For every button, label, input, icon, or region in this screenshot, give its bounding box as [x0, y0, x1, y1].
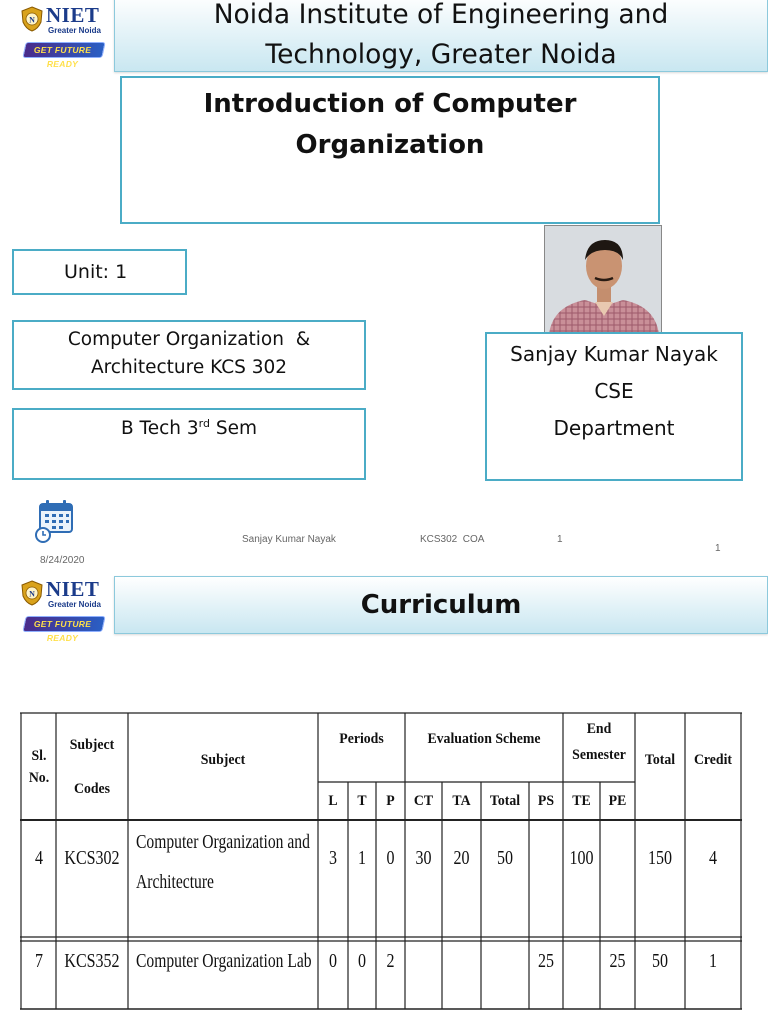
logo-niet-text: NIET [46, 577, 100, 601]
logo-tagline-text: GET FUTURE READY [33, 619, 92, 643]
footer-author: Sanjay Kumar Nayak [242, 534, 336, 545]
row1-TA: 20 [453, 846, 470, 869]
institute-title-banner [114, 0, 768, 72]
svg-text:N: N [29, 589, 35, 599]
row2-subject [136, 942, 315, 980]
row1-PE [604, 832, 632, 884]
header-subject-codes-line1: Subject [69, 737, 115, 753]
row1-subject-line2: Architecture [136, 871, 214, 893]
header-T: T [357, 792, 367, 809]
row1-CT: 30 [415, 846, 432, 869]
header-PS: PS [537, 792, 555, 809]
curriculum-title-banner [114, 576, 768, 634]
curriculum-table [20, 712, 742, 1010]
course-title-line1: Introduction of Computer [203, 89, 577, 119]
course-title-line2: Organization [295, 130, 485, 160]
header-sl-no-line2: No. [28, 770, 50, 786]
unit-label: Unit: 1 [64, 261, 128, 283]
row1-total: 150 [648, 846, 672, 869]
institute-title-line1: Noida Institute of Engineering and [213, 0, 669, 30]
row2-PE: 25 [609, 949, 626, 972]
header-subject-codes [59, 720, 125, 814]
program-suffix: Sem [209, 418, 257, 439]
header-end-semester [566, 714, 632, 770]
header-TA: TA [452, 792, 471, 809]
row1-subject [136, 822, 315, 904]
calendar-icon [34, 500, 76, 544]
row1-TE: 100 [569, 846, 594, 869]
footer-page-number: 1 [715, 543, 721, 554]
logo-tagline-text: GET FUTURE READY [33, 45, 92, 69]
header-subject: Subject [200, 751, 246, 768]
course-code-box [12, 320, 366, 390]
faculty-box [485, 332, 743, 481]
header-subject-codes-line2: Codes [73, 781, 111, 797]
row1-credit: 4 [709, 846, 717, 869]
logo-niet-text: NIET [46, 3, 100, 27]
row1-P: 0 [386, 846, 395, 869]
row2-subject-line1: Computer Organization Lab [136, 950, 312, 972]
row1-PS [532, 832, 559, 884]
row2-credit: 1 [709, 949, 717, 972]
row1-subject-line1: Computer Organization and [136, 831, 310, 853]
header-total: Total [644, 751, 676, 768]
header-eval-total: Total [489, 792, 521, 809]
row1-code: KCS302 [64, 846, 120, 869]
logo-campus-text: Greater Noida [48, 26, 101, 35]
logo-tagline-ribbon [22, 616, 105, 643]
program-prefix: B Tech 3 [120, 418, 199, 439]
row2-T: 0 [358, 949, 366, 972]
course-title-box [120, 76, 660, 224]
row2-code: KCS352 [64, 949, 120, 972]
course-name-line1: Computer Organization & [67, 329, 311, 350]
header-credit: Credit [693, 751, 733, 768]
row2-L: 0 [329, 949, 337, 972]
niet-emblem-icon [20, 580, 44, 606]
footer-slide-number: 1 [557, 534, 563, 545]
row2-PS: 25 [538, 949, 554, 972]
institute-title-line2: Technology, Greater Noida [265, 39, 617, 70]
svg-text:N: N [29, 15, 35, 25]
header-evaluation-scheme: Evaluation Scheme [427, 730, 541, 747]
logo-campus-text: Greater Noida [48, 600, 101, 609]
faculty-dept-line2: Department [553, 416, 675, 440]
footer-course: KCS302 COA [420, 534, 485, 545]
header-PE: PE [608, 792, 627, 809]
row1-L: 3 [329, 846, 337, 869]
header-TE: TE [572, 792, 591, 809]
faculty-name: Sanjay Kumar Nayak [510, 342, 718, 366]
row2-eval-total [486, 944, 524, 978]
course-name-line2: Architecture KCS 302 [90, 357, 288, 378]
niet-logo-2 [18, 578, 108, 644]
header-end-semester-line1: End [586, 721, 612, 737]
header-sl-no-line1: Sl. [31, 748, 47, 764]
curriculum-title: Curriculum [360, 590, 522, 620]
row2-P: 2 [386, 949, 395, 972]
header-periods: Periods [339, 730, 384, 747]
row1-sl: 4 [35, 846, 43, 869]
row2-total: 50 [652, 949, 668, 972]
row2-TE [567, 944, 597, 978]
row2-CT [409, 944, 439, 978]
header-P: P [386, 792, 395, 809]
row2-TA [446, 944, 477, 978]
niet-logo [18, 4, 108, 70]
faculty-photo [544, 225, 662, 333]
footer-date: 8/24/2020 [40, 555, 85, 566]
unit-box [12, 249, 187, 295]
logo-tagline-ribbon [22, 42, 105, 69]
header-L: L [328, 792, 338, 809]
niet-emblem-icon [20, 6, 44, 32]
header-end-semester-line2: Semester [572, 747, 626, 763]
row2-sl: 7 [35, 949, 43, 972]
faculty-dept-line1: CSE [594, 379, 634, 403]
program-box [12, 408, 366, 480]
header-sl-no [23, 722, 54, 812]
faculty-portrait-icon [545, 226, 662, 333]
row1-T: 1 [358, 846, 366, 869]
program-sup: rd [198, 417, 210, 430]
header-CT: CT [413, 792, 434, 809]
row1-eval-total: 50 [497, 846, 513, 869]
